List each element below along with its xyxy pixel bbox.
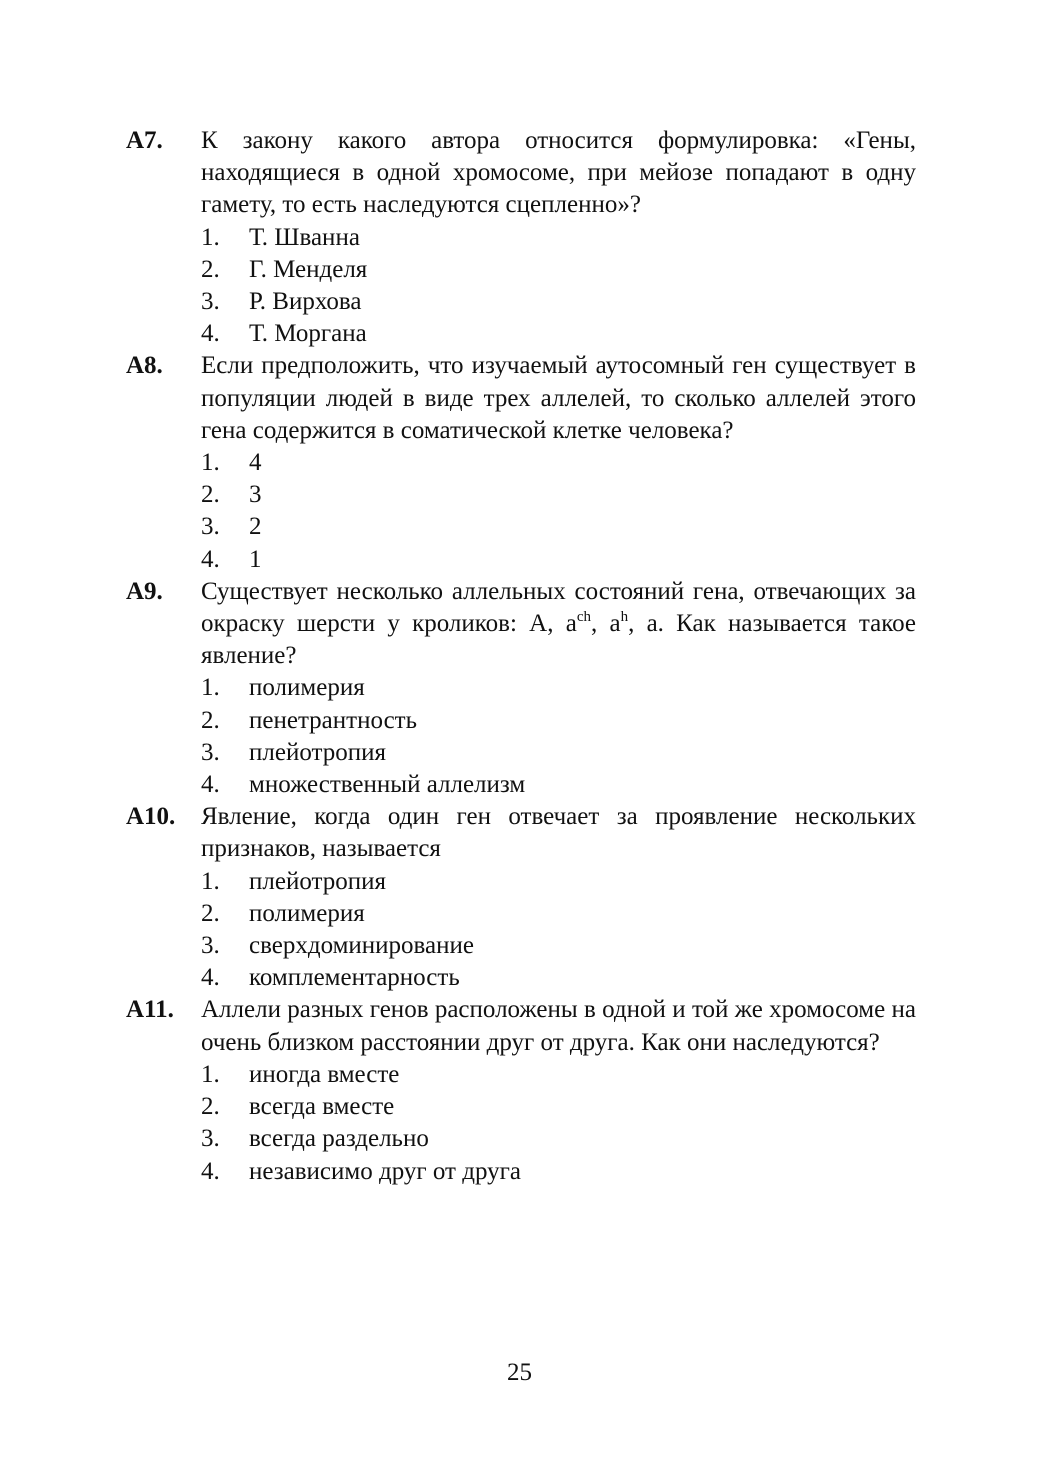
- option-text: полимерия: [249, 899, 365, 927]
- question-list: [126, 125, 916, 1188]
- allele-superscript: ch: [576, 609, 591, 626]
- option-text: комплементарность: [249, 964, 460, 992]
- option-text: Т. Шванна: [249, 223, 360, 251]
- option-number: 1.: [201, 223, 220, 251]
- answer-option: [201, 1059, 916, 1091]
- option-number: 4.: [201, 545, 220, 573]
- option-text: Т. Моргана: [249, 320, 367, 348]
- option-number: 4.: [201, 964, 220, 992]
- option-number: 3.: [201, 288, 220, 316]
- option-text: пенетрантность: [249, 706, 418, 734]
- answer-option: [201, 254, 916, 286]
- answer-option: [201, 222, 916, 254]
- question-text: Аллели разных генов расположены в одной и той же хромосоме на очень близком расстоянии друг от друга. Как они наследуются?: [201, 996, 916, 1056]
- answer-option: [201, 1123, 916, 1155]
- answer-option: [201, 898, 916, 930]
- answer-option: [201, 1156, 916, 1188]
- answer-option: [201, 1091, 916, 1123]
- question-number: А11.: [126, 996, 174, 1024]
- question-body: [201, 125, 916, 350]
- question-number: А9.: [126, 577, 163, 605]
- answer-option: [201, 447, 916, 479]
- question-number: А8.: [126, 352, 163, 380]
- page-number: 25: [507, 1359, 532, 1386]
- question-text-part: , a. Как называется такое явление?: [201, 610, 916, 670]
- option-text: иногда вместе: [249, 1060, 400, 1088]
- option-text: независимо друг от друга: [249, 1157, 521, 1185]
- answer-option: [201, 737, 916, 769]
- option-number: 2.: [201, 481, 220, 509]
- option-number: 1.: [201, 867, 220, 895]
- question-text-part: , a: [590, 610, 621, 638]
- question-text: Если предположить, что изучаемый аутосомный ген существует в популяции людей в виде трех аллелей, то сколько аллелей этого гена содержится в соматической клетке человека?: [201, 352, 916, 444]
- answer-option: [201, 769, 916, 801]
- question-body: [201, 350, 916, 575]
- option-text: Р. Вирхова: [249, 288, 362, 316]
- option-text: всегда вместе: [249, 1093, 395, 1121]
- option-text: всегда раздельно: [249, 1125, 429, 1153]
- answer-option: [201, 962, 916, 994]
- question-a9: [126, 576, 916, 801]
- question-body: [201, 801, 916, 994]
- question-number: А10.: [126, 803, 176, 831]
- option-number: 2.: [201, 706, 220, 734]
- answer-option: [201, 544, 916, 576]
- option-number: 2.: [201, 255, 220, 283]
- option-number: 4.: [201, 320, 220, 348]
- option-number: 2.: [201, 1093, 220, 1121]
- option-text: 3: [249, 481, 262, 509]
- answer-option: [201, 479, 916, 511]
- option-number: 4.: [201, 771, 220, 799]
- option-number: 3.: [201, 513, 220, 541]
- question-a7: [126, 125, 916, 350]
- option-text: 1: [249, 545, 262, 573]
- question-text: К закону какого автора относится формулировка: «Гены, находящиеся в одной хромосоме, при мейозе попадают в одну гамету, то есть наследуются сцепленно»?: [201, 127, 916, 219]
- option-text: 4: [249, 449, 262, 477]
- option-text: Г. Менделя: [249, 255, 368, 283]
- question-body: [201, 994, 916, 1187]
- option-number: 1.: [201, 449, 220, 477]
- question-body: [201, 576, 916, 801]
- question-text: Явление, когда один ген отвечает за проявление нескольких признаков, называется: [201, 803, 916, 863]
- option-text: плейотропия: [249, 738, 386, 766]
- option-number: 2.: [201, 899, 220, 927]
- option-number: 3.: [201, 738, 220, 766]
- option-number: 1.: [201, 674, 220, 702]
- option-number: 1.: [201, 1060, 220, 1088]
- answer-option: [201, 672, 916, 704]
- question-text-part: Существует несколько аллельных состояний гена, отвечающих за окраску шерсти у кроликов: А, a: [201, 577, 916, 638]
- answer-option: [201, 286, 916, 318]
- option-number: 3.: [201, 932, 220, 960]
- option-number: 3.: [201, 1125, 220, 1153]
- allele-superscript: h: [620, 609, 629, 626]
- option-text: 2: [249, 513, 262, 541]
- answer-option: [201, 511, 916, 543]
- option-number: 4.: [201, 1157, 220, 1185]
- option-text: полимерия: [249, 674, 365, 702]
- question-a8: [126, 350, 916, 575]
- answer-option: [201, 318, 916, 350]
- question-text: [201, 576, 916, 673]
- answer-option: [201, 705, 916, 737]
- question-number: А7.: [126, 127, 163, 154]
- option-text: сверхдоминирование: [249, 932, 474, 960]
- question-a10: [126, 801, 916, 994]
- answer-option: [201, 930, 916, 962]
- answer-option: [201, 866, 916, 898]
- question-a11: [126, 994, 916, 1187]
- option-text: плейотропия: [249, 867, 386, 895]
- option-text: множественный аллелизм: [249, 771, 526, 799]
